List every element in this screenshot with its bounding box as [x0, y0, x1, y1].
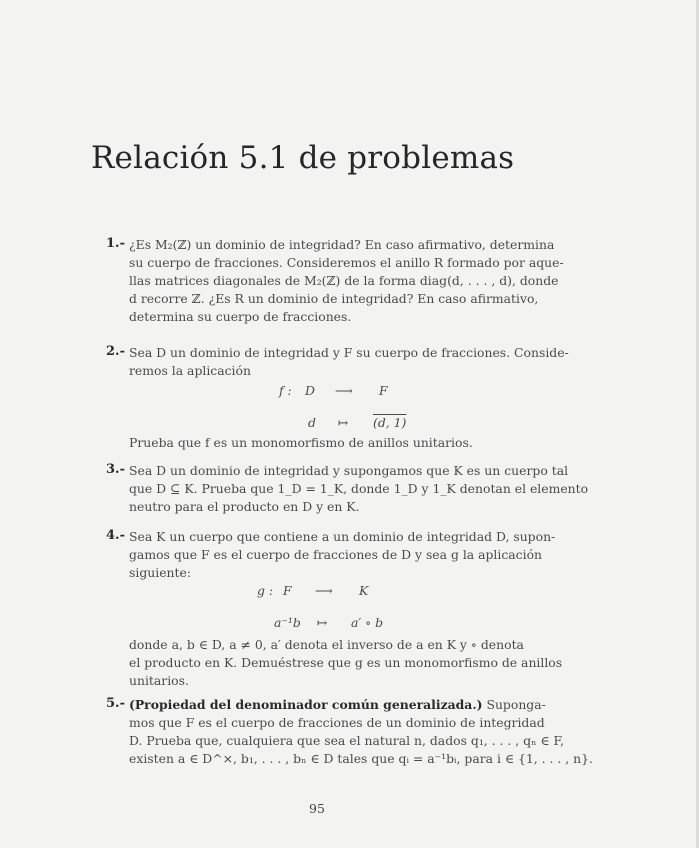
problem-number: 5.- — [106, 696, 125, 711]
map-arrow: ⟶ — [335, 383, 353, 398]
page-title: Relación 5.1 de problemas — [91, 140, 515, 176]
map-row-1 — [129, 382, 546, 400]
problem-line: Sea D un dominio de integridad y supongamos que K es un cuerpo tal — [129, 463, 569, 478]
problem-line: d recorre ℤ. ¿Es R un dominio de integridad? En caso afirmativo, — [129, 291, 539, 306]
problem-line: el producto en K. Demuéstrese que g es un monomorfismo de anillos — [129, 655, 563, 670]
map-to-arrow: ↦ — [338, 415, 349, 430]
problem-line: remos la aplicación — [129, 363, 251, 378]
map-arrow: ⟶ — [315, 583, 333, 598]
map-element: d — [308, 415, 316, 430]
map-function-name: f : — [279, 383, 292, 398]
problem-line: siguiente: — [129, 565, 191, 580]
map-codomain: K — [359, 583, 369, 598]
map-image: a′ ∘ b — [351, 615, 384, 630]
problem-number: 3.- — [106, 462, 125, 477]
map-image: (d, 1) — [373, 415, 407, 430]
problem-line: que D ⊆ K. Prueba que 1_D = 1_K, donde 1_D y 1_K denotan el elemento — [129, 481, 589, 496]
problem-line: Sea K un cuerpo que contiene a un dominio de integridad D, supon- — [129, 529, 556, 544]
problem-number: 1.- — [106, 236, 125, 251]
map-domain: D — [305, 383, 315, 398]
map-row-1 — [129, 582, 546, 600]
problem-line: mos que F es el cuerpo de fracciones de un dominio de integridad — [129, 715, 545, 730]
map-row-2 — [129, 614, 546, 632]
map-function-name: g : — [257, 583, 274, 598]
map-row-2 — [129, 414, 546, 432]
problem-bold-lead: (Propiedad del denominador común generalizada.) — [129, 697, 483, 712]
map-to-arrow: ↦ — [317, 615, 328, 630]
problem-line: ¿Es M₂(ℤ) un dominio de integridad? En caso afirmativo, determina — [129, 237, 555, 252]
problem-4 — [106, 528, 563, 690]
problem-line: gamos que F es el cuerpo de fracciones de D y sea g la aplicación — [129, 547, 543, 562]
problem-5 — [106, 696, 593, 768]
problem-2 — [106, 344, 569, 452]
problem-1 — [106, 236, 564, 326]
problem-line: unitarios. — [129, 673, 189, 688]
problem-line: su cuerpo de fracciones. Consideremos el anillo R formado por aque- — [129, 255, 564, 270]
map-domain: F — [283, 583, 292, 598]
page-number: 95 — [309, 801, 325, 816]
problem-line-rest: Suponga- — [482, 697, 546, 712]
problem-line: Prueba que f es un monomorfismo de anillos unitarios. — [129, 435, 473, 450]
problem-number: 2.- — [106, 344, 125, 359]
problem-line: D. Prueba que, cualquiera que sea el natural n, dados q₁, . . . , qₙ ∈ F, — [129, 733, 565, 748]
problem-number: 4.- — [106, 528, 125, 543]
problem-line: existen a ∈ D^×, b₁, . . . , bₙ ∈ D tales que qᵢ = a⁻¹bᵢ, para i ∈ {1, . . . , n}. — [129, 751, 593, 766]
map-codomain: F — [379, 383, 388, 398]
problem-line: Sea D un dominio de integridad y F su cuerpo de fracciones. Conside- — [129, 345, 569, 360]
problem-3 — [106, 462, 589, 516]
problem-line: donde a, b ∈ D, a ≠ 0, a′ denota el inverso de a en K y ∘ denota — [129, 637, 524, 652]
problem-line: neutro para el producto en D y en K. — [129, 499, 360, 514]
problem-line — [129, 696, 546, 714]
map-element: a⁻¹b — [274, 615, 301, 630]
problem-line: llas matrices diagonales de M₂(ℤ) de la forma diag(d, . . . , d), donde — [129, 273, 559, 288]
problem-line: determina su cuerpo de fracciones. — [129, 309, 352, 324]
